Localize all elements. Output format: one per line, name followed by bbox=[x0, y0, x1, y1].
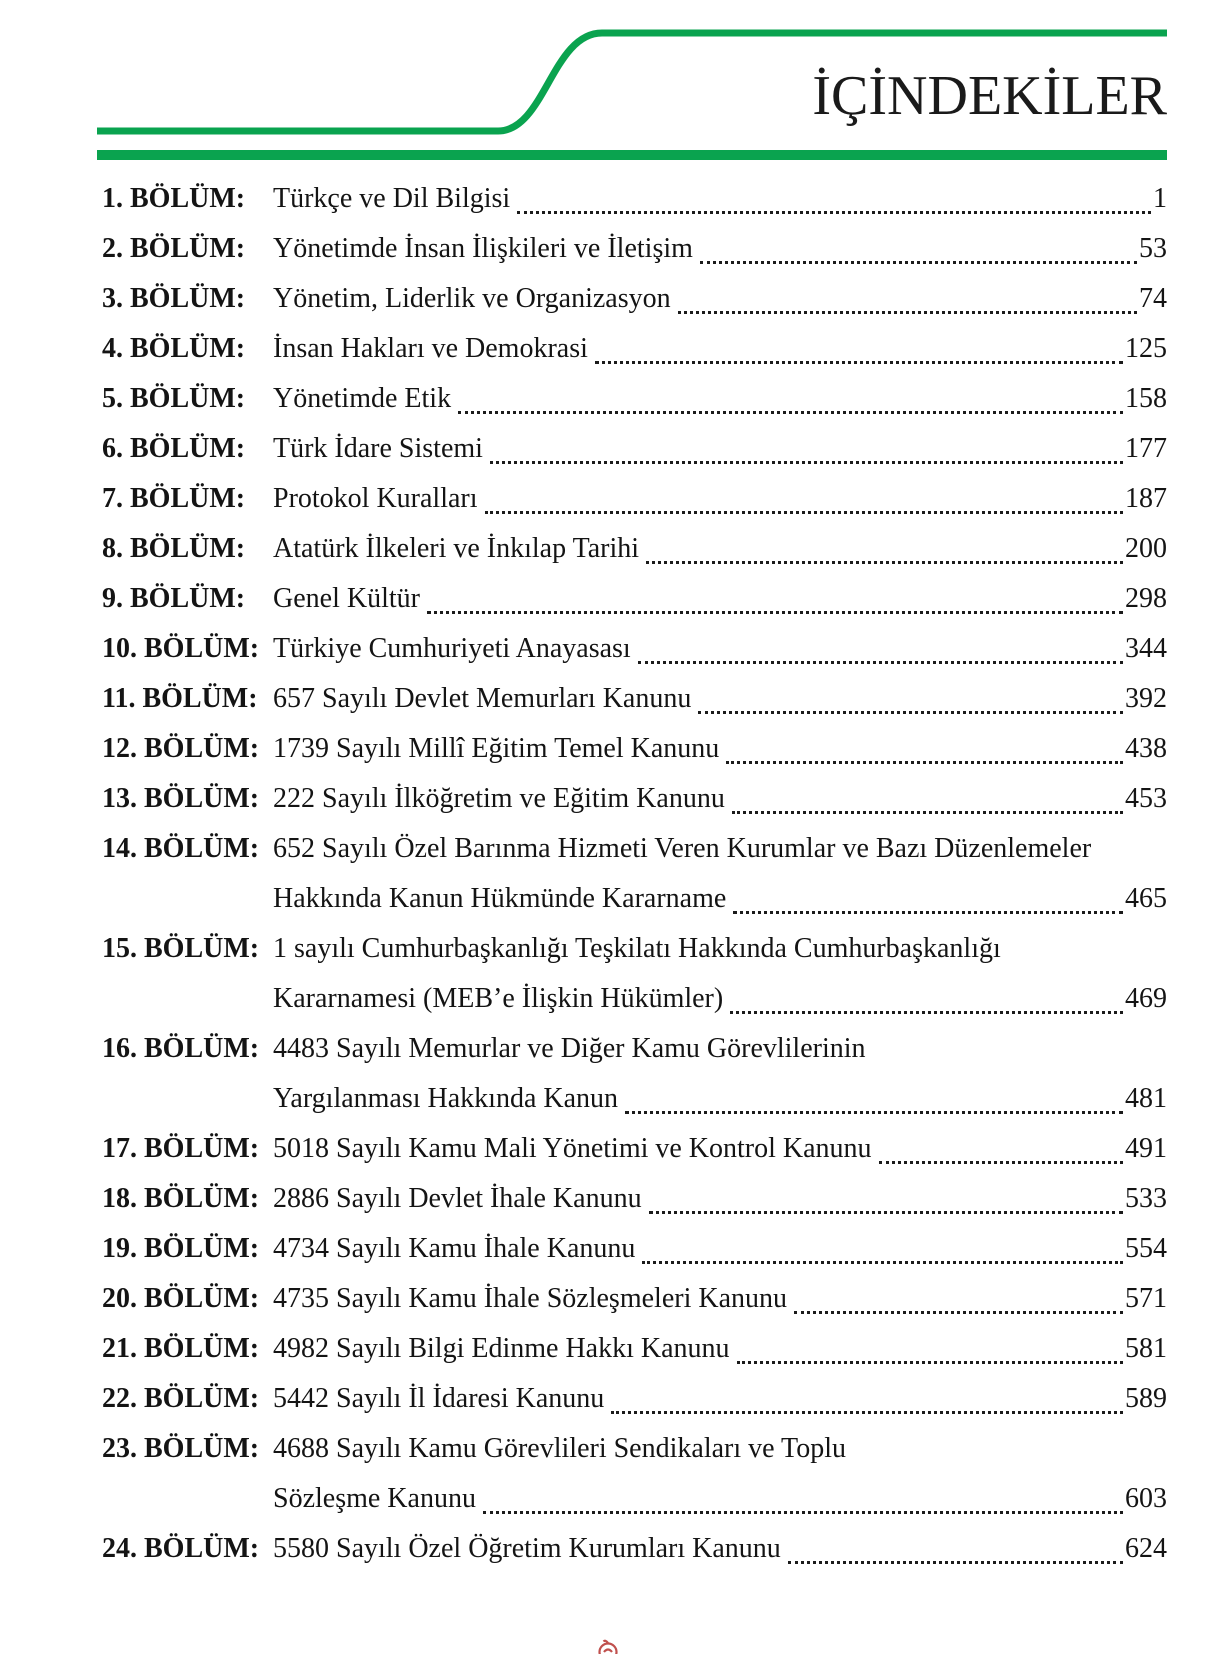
page-number: 125 bbox=[1125, 333, 1167, 364]
chapter-label: 19. BÖLÜM: bbox=[102, 1233, 260, 1264]
chapter-label: 4. BÖLÜM: bbox=[102, 333, 246, 364]
toc-entry bbox=[102, 1374, 1167, 1424]
chapter-body bbox=[273, 1424, 1167, 1524]
chapter-body bbox=[273, 174, 1167, 224]
page-number: 491 bbox=[1125, 1133, 1167, 1164]
chapter-body bbox=[273, 524, 1167, 574]
page-number: 624 bbox=[1125, 1533, 1167, 1564]
toc-line bbox=[273, 974, 1167, 1024]
page-number: 1 bbox=[1153, 183, 1167, 214]
dot-leader bbox=[625, 1074, 1123, 1114]
chapter-title: 4734 Sayılı Kamu İhale Kanunu bbox=[273, 1233, 636, 1264]
toc-line bbox=[273, 1224, 1167, 1274]
dot-leader bbox=[483, 1474, 1123, 1514]
chapter-title: 5580 Sayılı Özel Öğretim Kurumları Kanunu bbox=[273, 1533, 781, 1564]
toc-entry bbox=[102, 674, 1167, 724]
chapter-label: 9. BÖLÜM: bbox=[102, 583, 246, 614]
page-number: 571 bbox=[1125, 1283, 1167, 1314]
chapter-body bbox=[273, 824, 1167, 924]
page-number: 603 bbox=[1125, 1483, 1167, 1514]
dot-leader bbox=[649, 1174, 1123, 1214]
chapter-title: İnsan Hakları ve Demokrasi bbox=[273, 333, 588, 364]
chapter-body bbox=[273, 1224, 1167, 1274]
chapter-body bbox=[273, 324, 1167, 374]
chapter-label: 6. BÖLÜM: bbox=[102, 433, 246, 464]
dot-leader bbox=[794, 1274, 1123, 1314]
chapter-body bbox=[273, 424, 1167, 474]
chapter-title: Türk İdare Sistemi bbox=[273, 433, 483, 464]
chapter-body bbox=[273, 1024, 1167, 1124]
chapter-title: 1739 Sayılı Millî Eğitim Temel Kanunu bbox=[273, 733, 720, 764]
page-number: 481 bbox=[1125, 1083, 1167, 1114]
chapter-label: 12. BÖLÜM: bbox=[102, 733, 260, 764]
toc-line bbox=[273, 874, 1167, 924]
toc-entry bbox=[102, 424, 1167, 474]
chapter-title: 4483 Sayılı Memurlar ve Diğer Kamu Görevlilerinin bbox=[273, 1033, 866, 1064]
chapter-body bbox=[273, 224, 1167, 274]
page-number: 392 bbox=[1125, 683, 1167, 714]
toc-entry bbox=[102, 174, 1167, 224]
chapter-label: 20. BÖLÜM: bbox=[102, 1283, 260, 1314]
dot-leader bbox=[733, 874, 1123, 914]
toc-line bbox=[273, 1474, 1167, 1524]
chapter-body bbox=[273, 574, 1167, 624]
page-number: 158 bbox=[1125, 383, 1167, 414]
chapter-label: 7. BÖLÜM: bbox=[102, 483, 246, 514]
chapter-label: 1. BÖLÜM: bbox=[102, 183, 246, 214]
chapter-title-continued: Yargılanması Hakkında Kanun bbox=[273, 1083, 619, 1114]
chapter-label: 13. BÖLÜM: bbox=[102, 783, 260, 814]
chapter-body bbox=[273, 1274, 1167, 1324]
toc-entry bbox=[102, 1324, 1167, 1374]
chapter-title: Yönetimde Etik bbox=[273, 383, 452, 414]
green-rule-bar bbox=[97, 150, 1167, 160]
dot-leader bbox=[642, 1224, 1123, 1264]
chapter-label: 17. BÖLÜM: bbox=[102, 1133, 260, 1164]
toc-entry bbox=[102, 824, 1167, 924]
page-number: 177 bbox=[1125, 433, 1167, 464]
chapter-title: 222 Sayılı İlköğretim ve Eğitim Kanunu bbox=[273, 783, 725, 814]
chapter-body bbox=[273, 474, 1167, 524]
chapter-label: 16. BÖLÜM: bbox=[102, 1033, 260, 1064]
dot-leader bbox=[879, 1124, 1123, 1164]
toc-entry bbox=[102, 624, 1167, 674]
chapter-body bbox=[273, 674, 1167, 724]
toc-entry bbox=[102, 1424, 1167, 1524]
chapter-title: Protokol Kuralları bbox=[273, 483, 478, 514]
page-number: 554 bbox=[1125, 1233, 1167, 1264]
dot-leader bbox=[490, 424, 1123, 464]
toc-entry bbox=[102, 774, 1167, 824]
toc-entry bbox=[102, 524, 1167, 574]
toc-line bbox=[273, 524, 1167, 574]
page-number: 533 bbox=[1125, 1183, 1167, 1214]
chapter-title: 652 Sayılı Özel Barınma Hizmeti Veren Kurumlar ve Bazı Düzenlemeler bbox=[273, 833, 1092, 864]
chapter-label: 5. BÖLÜM: bbox=[102, 383, 246, 414]
chapter-body bbox=[273, 624, 1167, 674]
chapter-title-continued: Sözleşme Kanunu bbox=[273, 1483, 476, 1514]
page-number: 469 bbox=[1125, 983, 1167, 1014]
toc-line bbox=[273, 1124, 1167, 1174]
toc-line bbox=[273, 1074, 1167, 1124]
toc-line bbox=[273, 324, 1167, 374]
toc-line bbox=[273, 1274, 1167, 1324]
chapter-body bbox=[273, 1324, 1167, 1374]
chapter-body bbox=[273, 1374, 1167, 1424]
toc-line bbox=[273, 274, 1167, 324]
chapter-label: 10. BÖLÜM: bbox=[102, 633, 260, 664]
chapter-body bbox=[273, 724, 1167, 774]
page-number: 200 bbox=[1125, 533, 1167, 564]
chapter-label: 2. BÖLÜM: bbox=[102, 233, 246, 264]
toc-line bbox=[273, 1324, 1167, 1374]
chapter-body bbox=[273, 274, 1167, 324]
chapter-title: 5442 Sayılı İl İdaresi Kanunu bbox=[273, 1383, 605, 1414]
dot-leader bbox=[595, 324, 1123, 364]
dot-leader bbox=[427, 574, 1123, 614]
toc-line bbox=[273, 674, 1167, 724]
dot-leader bbox=[458, 374, 1123, 414]
page-number: 344 bbox=[1125, 633, 1167, 664]
toc-line bbox=[273, 374, 1167, 424]
chapter-title: 4735 Sayılı Kamu İhale Sözleşmeleri Kanunu bbox=[273, 1283, 787, 1314]
chapter-label: 15. BÖLÜM: bbox=[102, 933, 260, 964]
toc-entry bbox=[102, 224, 1167, 274]
dot-leader bbox=[732, 774, 1123, 814]
toc-line bbox=[273, 224, 1167, 274]
chapter-title: Yönetimde İnsan İlişkileri ve İletişim bbox=[273, 233, 693, 264]
chapter-title: 4982 Sayılı Bilgi Edinme Hakkı Kanunu bbox=[273, 1333, 730, 1364]
toc-entry bbox=[102, 1174, 1167, 1224]
toc-line bbox=[273, 1024, 1167, 1074]
toc-entry bbox=[102, 1124, 1167, 1174]
chapter-title-continued: Hakkında Kanun Hükmünde Kararname bbox=[273, 883, 727, 914]
chapter-title: 4688 Sayılı Kamu Görevlileri Sendikaları ve Toplu bbox=[273, 1433, 846, 1464]
chapter-label: 24. BÖLÜM: bbox=[102, 1533, 260, 1564]
chapter-label: 18. BÖLÜM: bbox=[102, 1183, 260, 1214]
dot-leader bbox=[517, 174, 1151, 214]
chapter-title: Genel Kültür bbox=[273, 583, 420, 614]
dot-leader bbox=[737, 1324, 1123, 1364]
chapter-title: Atatürk İlkeleri ve İnkılap Tarihi bbox=[273, 533, 640, 564]
chapter-body bbox=[273, 924, 1167, 1024]
chapter-label: 23. BÖLÜM: bbox=[102, 1433, 260, 1464]
dot-leader bbox=[678, 274, 1137, 314]
chapter-title: 2886 Sayılı Devlet İhale Kanunu bbox=[273, 1183, 642, 1214]
toc-line bbox=[273, 1524, 1167, 1574]
toc-entry bbox=[102, 374, 1167, 424]
dot-leader bbox=[646, 524, 1123, 564]
dot-leader bbox=[700, 224, 1137, 264]
toc-list bbox=[102, 174, 1167, 1574]
page-number: 298 bbox=[1125, 583, 1167, 614]
page-number: 74 bbox=[1139, 283, 1167, 314]
dot-leader bbox=[698, 674, 1123, 714]
toc-line bbox=[273, 574, 1167, 624]
page-number: 438 bbox=[1125, 733, 1167, 764]
page-number: 581 bbox=[1125, 1333, 1167, 1364]
toc-line bbox=[273, 624, 1167, 674]
toc-entry bbox=[102, 1224, 1167, 1274]
chapter-label: 8. BÖLÜM: bbox=[102, 533, 246, 564]
page-number: 53 bbox=[1139, 233, 1167, 264]
chapter-title: 657 Sayılı Devlet Memurları Kanunu bbox=[273, 683, 692, 714]
toc-line bbox=[273, 1374, 1167, 1424]
dot-leader bbox=[726, 724, 1123, 764]
toc-line bbox=[273, 1174, 1167, 1224]
dot-leader bbox=[485, 474, 1123, 514]
toc-entry bbox=[102, 724, 1167, 774]
chapter-label: 3. BÖLÜM: bbox=[102, 283, 246, 314]
page-number: 465 bbox=[1125, 883, 1167, 914]
chapter-label: 14. BÖLÜM: bbox=[102, 833, 260, 864]
chapter-body bbox=[273, 774, 1167, 824]
toc-line bbox=[273, 1424, 1167, 1474]
chapter-label: 22. BÖLÜM: bbox=[102, 1383, 260, 1414]
dot-leader bbox=[611, 1374, 1123, 1414]
toc-line bbox=[273, 474, 1167, 524]
chapter-body bbox=[273, 1124, 1167, 1174]
toc-entry bbox=[102, 274, 1167, 324]
dot-leader bbox=[788, 1524, 1123, 1564]
dot-leader bbox=[730, 974, 1123, 1014]
toc-line bbox=[273, 174, 1167, 224]
chapter-title: 1 sayılı Cumhurbaşkanlığı Teşkilatı Hakkında Cumhurbaşkanlığı bbox=[273, 933, 1001, 964]
toc-entry bbox=[102, 1274, 1167, 1324]
chapter-body bbox=[273, 1174, 1167, 1224]
chapter-title-continued: Kararnamesi (MEB’e İlişkin Hükümler) bbox=[273, 983, 724, 1014]
chapter-title: Türkiye Cumhuriyeti Anayasası bbox=[273, 633, 631, 664]
toc-line bbox=[273, 924, 1167, 974]
toc-line bbox=[273, 774, 1167, 824]
page-title: İÇİNDEKİLER bbox=[812, 65, 1167, 127]
toc-line bbox=[273, 824, 1167, 874]
toc-entry bbox=[102, 474, 1167, 524]
page-number: 187 bbox=[1125, 483, 1167, 514]
red-floral-ornament-icon bbox=[596, 1639, 620, 1654]
chapter-title: Türkçe ve Dil Bilgisi bbox=[273, 183, 511, 214]
toc-entry bbox=[102, 1024, 1167, 1124]
toc-line bbox=[273, 424, 1167, 474]
chapter-title: Yönetim, Liderlik ve Organizasyon bbox=[273, 283, 671, 314]
dot-leader bbox=[638, 624, 1123, 664]
chapter-label: 21. BÖLÜM: bbox=[102, 1333, 260, 1364]
page-number: 589 bbox=[1125, 1383, 1167, 1414]
chapter-title: 5018 Sayılı Kamu Mali Yönetimi ve Kontrol Kanunu bbox=[273, 1133, 872, 1164]
toc-line bbox=[273, 724, 1167, 774]
toc-entry bbox=[102, 924, 1167, 1024]
toc-entry bbox=[102, 574, 1167, 624]
toc-entry bbox=[102, 1524, 1167, 1574]
chapter-body bbox=[273, 374, 1167, 424]
chapter-body bbox=[273, 1524, 1167, 1574]
toc-entry bbox=[102, 324, 1167, 374]
page-number: 453 bbox=[1125, 783, 1167, 814]
chapter-label: 11. BÖLÜM: bbox=[102, 683, 258, 714]
